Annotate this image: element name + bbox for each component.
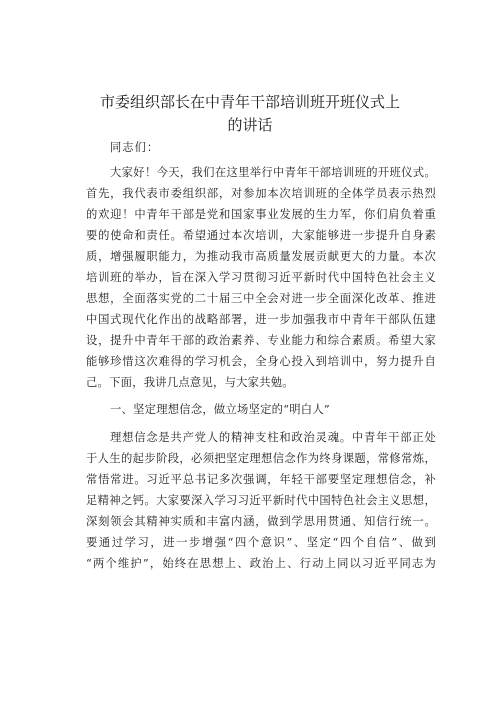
document-title-line-2: 的讲话 <box>227 116 273 134</box>
section-heading-1: 一、坚定理想信念，做立场坚定的“明白人” <box>110 403 330 416</box>
paragraph-1-line-4: 要的使命和责任。希望通过本次培训，大家能够进一步提升自身素 <box>86 229 436 242</box>
paragraph-2-line-3: 常悟常进。习近平总书记多次强调，年轻干部要坚定理想信念，补 <box>86 473 436 486</box>
paragraph-1-line-2: 首先，我代表市委组织部，对参加本次培训班的全体学员表示热烈 <box>86 187 436 200</box>
paragraph-2-line-5: 深刻领会其精神实质和丰富内涵，做到学思用贯通、知信行统一。 <box>86 515 436 528</box>
paragraph-2-line-7: “两个维护”，始终在思想上、政治上、行动上同以习近平同志为 <box>86 557 436 570</box>
paragraph-1-line-1: 大家好！今天，我们在这里举行中青年干部培训班的开班仪式。 <box>110 166 436 179</box>
paragraph-1-line-5: 质，增强履职能力，为推动我市高质量发展贡献更大的力量。本次 <box>86 250 436 263</box>
paragraph-2-line-4: 足精神之钙。大家要深入学习习近平新时代中国特色社会主义思想， <box>86 494 436 507</box>
paragraph-2-line-6: 要通过学习，进一步增强“四个意识”、坚定“四个自信”、做到 <box>86 536 436 549</box>
salutation: 同志们： <box>110 141 160 154</box>
paragraph-1-line-3: 的欢迎！中青年干部是党和国家事业发展的生力军，你们肩负着重 <box>86 208 436 221</box>
document-title-line-1: 市委组织部长在中青年干部培训班开班仪式上 <box>99 93 400 111</box>
paragraph-1-line-8: 中国式现代化作出的战略部署，进一步加强我市中青年干部队伍建 <box>86 313 436 326</box>
paragraph-1-line-6: 培训班的举办，旨在深入学习贯彻习近平新时代中国特色社会主义 <box>86 271 436 284</box>
paragraph-2-line-1: 理想信念是共产党人的精神支柱和政治灵魂。中青年干部正处 <box>110 431 436 444</box>
paragraph-1-line-11: 己。下面，我讲几点意见，与大家共勉。 <box>86 376 294 389</box>
paragraph-1-line-10: 能够珍惜这次难得的学习机会，全身心投入到培训中，努力提升自 <box>86 355 436 368</box>
paragraph-2-line-2: 于人生的起步阶段，必须把坚定理想信念作为终身课题，常修常炼， <box>86 452 436 465</box>
paragraph-1-line-7: 思想，全面落实党的二十届三中全会对进一步全面深化改革、推进 <box>86 292 436 305</box>
paragraph-1-line-9: 设，提升中青年干部的政治素养、专业能力和综合素质。希望大家 <box>86 334 436 347</box>
